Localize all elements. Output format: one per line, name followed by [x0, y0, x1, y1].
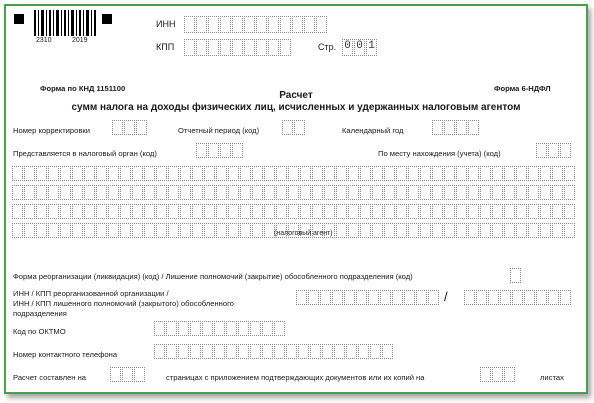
character-cell[interactable]	[288, 185, 299, 200]
character-cell[interactable]	[12, 204, 23, 219]
character-cell[interactable]	[504, 166, 515, 181]
character-cell[interactable]	[12, 223, 23, 238]
reorganization-form-label: Форма реорганизации (ликвидация) (код) / Лишение полномочий (закрытие) обособленного подразделения (код)	[13, 272, 413, 281]
character-cell[interactable]	[72, 204, 83, 219]
character-cell[interactable]	[360, 185, 371, 200]
character-cell[interactable]	[156, 204, 167, 219]
oktmo-field[interactable]	[154, 321, 286, 336]
character-cell[interactable]	[108, 223, 119, 238]
tax-form-6ndfl	[4, 4, 588, 394]
character-cell[interactable]	[432, 204, 443, 219]
character-cell[interactable]	[468, 204, 479, 219]
phone-label: Номер контактного телефона	[13, 350, 118, 359]
character-cell[interactable]	[48, 204, 59, 219]
character-cell[interactable]	[156, 223, 167, 238]
character-cell[interactable]	[384, 223, 395, 238]
character-cell[interactable]	[396, 166, 407, 181]
character-cell[interactable]	[480, 204, 491, 219]
character-cell[interactable]	[192, 166, 203, 181]
character-cell[interactable]	[300, 166, 311, 181]
character-cell[interactable]	[564, 185, 575, 200]
character-cell[interactable]	[36, 185, 47, 200]
barcode-number-right: 2019	[72, 37, 88, 44]
character-cell[interactable]	[480, 185, 491, 200]
character-cell[interactable]	[420, 166, 431, 181]
character-cell[interactable]	[168, 166, 179, 181]
character-cell[interactable]	[48, 223, 59, 238]
character-cell[interactable]	[36, 204, 47, 219]
character-cell[interactable]	[540, 185, 551, 200]
character-cell[interactable]	[396, 204, 407, 219]
oktmo-label: Код по ОКТМО	[13, 327, 66, 336]
character-cell[interactable]	[408, 166, 419, 181]
character-cell[interactable]	[564, 166, 575, 181]
character-cell[interactable]	[276, 166, 287, 181]
character-cell[interactable]	[132, 166, 143, 181]
inn-field[interactable]	[184, 16, 328, 33]
character-cell[interactable]	[216, 185, 227, 200]
character-cell[interactable]	[252, 166, 263, 181]
character-cell[interactable]	[168, 223, 179, 238]
character-cell[interactable]	[324, 204, 335, 219]
character-cell[interactable]	[516, 185, 527, 200]
barcode-icon	[32, 10, 98, 37]
character-cell[interactable]	[216, 166, 227, 181]
character-cell[interactable]	[468, 185, 479, 200]
character-cell[interactable]	[312, 185, 323, 200]
character-cell[interactable]	[120, 185, 131, 200]
character-cell[interactable]	[300, 204, 311, 219]
tax-agent-name-row[interactable]	[12, 166, 576, 181]
reorg-inn-field[interactable]	[296, 290, 440, 305]
character-cell[interactable]	[396, 185, 407, 200]
character-cell[interactable]	[84, 185, 95, 200]
character-cell[interactable]	[540, 223, 551, 238]
reorganization-form-field[interactable]	[510, 268, 522, 283]
calendar-year-label: Календарный год	[342, 126, 404, 135]
character-cell[interactable]	[420, 204, 431, 219]
character-cell[interactable]	[72, 166, 83, 181]
character-cell[interactable]	[348, 223, 359, 238]
character-cell[interactable]	[360, 166, 371, 181]
character-cell[interactable]	[480, 166, 491, 181]
character-cell[interactable]	[180, 223, 191, 238]
corner-marker	[14, 14, 24, 24]
character-cell[interactable]	[492, 223, 503, 238]
character-cell[interactable]	[564, 204, 575, 219]
reporting-period-label: Отчетный период (код)	[178, 126, 260, 135]
character-cell[interactable]	[72, 223, 83, 238]
character-cell[interactable]	[144, 223, 155, 238]
character-cell[interactable]	[468, 166, 479, 181]
form-name: Форма 6-НДФЛ	[494, 84, 551, 93]
character-cell[interactable]	[564, 223, 575, 238]
reorg-inn-kpp-label-2: ИНН / КПП лишенного полномочий (закрытого) обособленного	[13, 299, 234, 308]
tax-agent-name-row[interactable]	[12, 185, 576, 200]
character-cell[interactable]	[120, 166, 131, 181]
form-subtitle: сумм налога на доходы физических лиц, исчисленных и удержанных налоговым агентом	[71, 102, 521, 113]
character-cell[interactable]	[12, 185, 23, 200]
character-cell[interactable]	[204, 223, 215, 238]
character-cell[interactable]	[204, 185, 215, 200]
character-cell[interactable]	[444, 166, 455, 181]
character-cell[interactable]	[216, 204, 227, 219]
character-cell[interactable]	[384, 204, 395, 219]
location-label: По месту нахождения (учета) (код)	[378, 149, 501, 158]
character-cell[interactable]	[108, 166, 119, 181]
character-cell[interactable]	[468, 223, 479, 238]
reporting-period-field[interactable]	[282, 120, 306, 135]
character-cell[interactable]	[12, 166, 23, 181]
character-cell[interactable]	[264, 166, 275, 181]
tax-agent-name-row[interactable]	[12, 204, 576, 219]
character-cell[interactable]	[444, 223, 455, 238]
character-cell[interactable]	[408, 223, 419, 238]
sheets-label: листах	[540, 373, 564, 382]
character-cell[interactable]	[144, 204, 155, 219]
character-cell[interactable]	[444, 204, 455, 219]
character-cell[interactable]	[276, 204, 287, 219]
character-cell[interactable]	[360, 223, 371, 238]
character-cell[interactable]	[240, 185, 251, 200]
character-cell[interactable]	[408, 185, 419, 200]
character-cell[interactable]	[48, 166, 59, 181]
character-cell[interactable]	[108, 204, 119, 219]
character-cell[interactable]	[492, 204, 503, 219]
character-cell[interactable]	[192, 185, 203, 200]
character-cell[interactable]	[528, 185, 539, 200]
kpp-field[interactable]	[184, 39, 292, 56]
pages-appendix-label: страницах с приложением подтверждающих документов или их копий на	[166, 373, 425, 382]
character-cell[interactable]	[168, 185, 179, 200]
character-cell[interactable]	[528, 223, 539, 238]
character-cell[interactable]	[456, 223, 467, 238]
character-cell[interactable]	[456, 204, 467, 219]
character-cell[interactable]	[432, 223, 443, 238]
character-cell[interactable]	[312, 166, 323, 181]
character-cell[interactable]	[144, 166, 155, 181]
character-cell[interactable]	[516, 223, 527, 238]
character-cell[interactable]	[156, 185, 167, 200]
character-cell[interactable]	[60, 166, 71, 181]
character-cell[interactable]	[408, 204, 419, 219]
barcode-number-left: 2310	[36, 37, 52, 44]
character-cell[interactable]	[540, 204, 551, 219]
character-cell[interactable]	[96, 185, 107, 200]
character-cell[interactable]	[504, 223, 515, 238]
character-cell[interactable]	[516, 204, 527, 219]
character-cell[interactable]	[276, 185, 287, 200]
character-cell[interactable]	[108, 185, 119, 200]
character-cell[interactable]	[372, 204, 383, 219]
character-cell[interactable]	[84, 166, 95, 181]
character-cell[interactable]	[348, 204, 359, 219]
character-cell[interactable]	[60, 204, 71, 219]
character-cell[interactable]	[384, 166, 395, 181]
character-cell[interactable]	[24, 185, 35, 200]
character-cell[interactable]	[228, 204, 239, 219]
character-cell[interactable]	[300, 185, 311, 200]
character-cell[interactable]	[528, 166, 539, 181]
reorg-inn-kpp-label-3: подразделения	[13, 309, 67, 318]
kpp-label: КПП	[156, 42, 175, 52]
character-cell[interactable]	[132, 204, 143, 219]
character-cell[interactable]	[252, 223, 263, 238]
character-cell[interactable]	[24, 204, 35, 219]
character-cell[interactable]	[480, 223, 491, 238]
phone-field[interactable]	[154, 344, 394, 359]
character-cell[interactable]	[528, 204, 539, 219]
pages-count-field[interactable]	[110, 367, 146, 382]
character-cell[interactable]	[456, 166, 467, 181]
character-cell[interactable]	[240, 223, 251, 238]
character-cell[interactable]	[264, 185, 275, 200]
calendar-year-field[interactable]	[432, 120, 480, 135]
character-cell[interactable]	[60, 223, 71, 238]
character-cell[interactable]	[264, 204, 275, 219]
character-cell[interactable]	[84, 223, 95, 238]
reorg-separator: /	[444, 289, 448, 304]
character-cell[interactable]	[432, 166, 443, 181]
character-cell[interactable]	[204, 204, 215, 219]
character-cell[interactable]	[552, 185, 563, 200]
character-cell[interactable]	[372, 185, 383, 200]
character-cell[interactable]	[348, 166, 359, 181]
corner-marker	[102, 14, 112, 24]
character-cell[interactable]	[48, 185, 59, 200]
character-cell[interactable]	[384, 185, 395, 200]
character-cell[interactable]	[96, 166, 107, 181]
composed-on-label: Расчет составлен на	[13, 373, 87, 382]
character-cell[interactable]	[552, 204, 563, 219]
character-cell[interactable]	[192, 223, 203, 238]
barcode	[32, 10, 98, 46]
character-cell[interactable]	[444, 185, 455, 200]
form-title: Расчет	[279, 90, 313, 101]
character-cell[interactable]	[132, 223, 143, 238]
character-cell[interactable]	[132, 185, 143, 200]
character-cell[interactable]	[456, 185, 467, 200]
character-cell[interactable]	[192, 204, 203, 219]
character-cell[interactable]	[60, 185, 71, 200]
character-cell[interactable]	[180, 166, 191, 181]
character-cell[interactable]	[420, 223, 431, 238]
character-cell[interactable]	[180, 204, 191, 219]
character-cell[interactable]	[120, 204, 131, 219]
character-cell[interactable]	[552, 166, 563, 181]
character-cell[interactable]	[360, 204, 371, 219]
page-number-field[interactable]: 0 0 1	[342, 39, 378, 56]
character-cell[interactable]	[504, 204, 515, 219]
character-cell[interactable]	[288, 204, 299, 219]
character-cell[interactable]	[504, 185, 515, 200]
character-cell[interactable]	[492, 166, 503, 181]
character-cell[interactable]	[288, 166, 299, 181]
character-cell[interactable]	[228, 185, 239, 200]
character-cell[interactable]	[24, 166, 35, 181]
character-cell[interactable]	[336, 185, 347, 200]
correction-number-field[interactable]	[112, 120, 148, 135]
character-cell[interactable]	[420, 185, 431, 200]
character-cell[interactable]	[432, 185, 443, 200]
character-cell[interactable]	[312, 204, 323, 219]
character-cell[interactable]	[36, 223, 47, 238]
character-cell[interactable]	[396, 223, 407, 238]
character-cell[interactable]	[252, 185, 263, 200]
character-cell[interactable]	[240, 204, 251, 219]
character-cell[interactable]	[144, 185, 155, 200]
tax-agent-caption: (налоговый агент)	[274, 230, 333, 237]
character-cell[interactable]	[24, 223, 35, 238]
character-cell[interactable]	[336, 204, 347, 219]
character-cell[interactable]	[180, 185, 191, 200]
character-cell[interactable]	[36, 166, 47, 181]
character-cell[interactable]	[156, 166, 167, 181]
character-cell[interactable]	[96, 223, 107, 238]
character-cell[interactable]	[72, 185, 83, 200]
character-cell[interactable]	[324, 185, 335, 200]
character-cell[interactable]	[96, 204, 107, 219]
correction-number-label: Номер корректировки	[13, 126, 90, 135]
character-cell[interactable]	[516, 166, 527, 181]
character-cell[interactable]	[372, 166, 383, 181]
character-cell[interactable]	[228, 223, 239, 238]
form-knd-code: Форма по КНД 1151100	[40, 84, 126, 93]
character-cell[interactable]	[336, 166, 347, 181]
appendix-sheets-field[interactable]	[480, 367, 516, 382]
character-cell[interactable]	[492, 185, 503, 200]
location-field[interactable]	[536, 143, 572, 158]
character-cell[interactable]	[216, 223, 227, 238]
character-cell[interactable]	[336, 223, 347, 238]
character-cell[interactable]	[120, 223, 131, 238]
reorg-inn-kpp-label-1: ИНН / КПП реорганизованной организации /	[13, 289, 169, 298]
character-cell[interactable]	[168, 204, 179, 219]
character-cell[interactable]	[552, 223, 563, 238]
character-cell[interactable]	[204, 166, 215, 181]
character-cell[interactable]	[348, 185, 359, 200]
tax-authority-field[interactable]	[196, 143, 244, 158]
character-cell[interactable]	[324, 166, 335, 181]
character-cell[interactable]	[372, 223, 383, 238]
reorg-kpp-field[interactable]	[464, 290, 572, 305]
page-label: Стр.	[318, 42, 337, 52]
inn-label: ИНН	[156, 19, 176, 29]
character-cell[interactable]	[252, 204, 263, 219]
tax-authority-label: Представляется в налоговый орган (код)	[13, 149, 157, 158]
character-cell[interactable]	[228, 166, 239, 181]
character-cell[interactable]	[540, 166, 551, 181]
character-cell[interactable]	[240, 166, 251, 181]
character-cell[interactable]	[84, 204, 95, 219]
